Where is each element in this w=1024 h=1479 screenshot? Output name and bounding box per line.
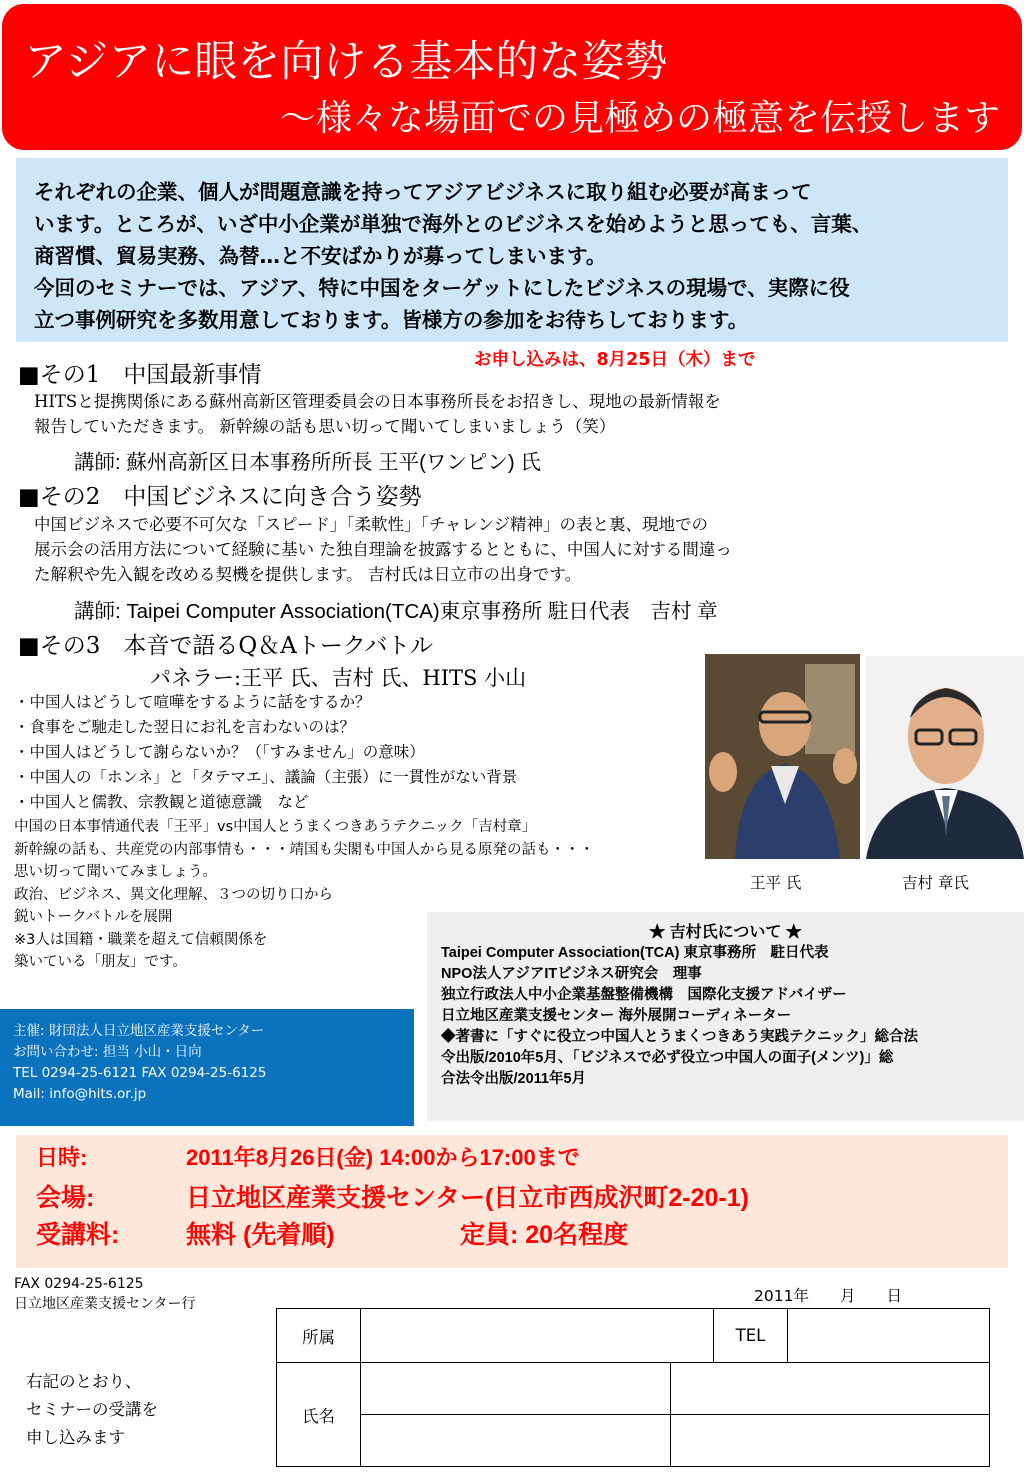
name-field-1b[interactable]	[671, 1363, 990, 1415]
agreement-line: 右記のとおり、	[26, 1372, 142, 1391]
note-line: ※3人は国籍・職業を超えて信頼関係を	[14, 931, 268, 948]
section1-title: ■その1 中国最新事情	[18, 362, 262, 388]
note-line: 新幹線の話も、共産党の内部事情も・・・靖国も尖閣も中国人から見る原発の話も・・・	[14, 841, 594, 858]
intro-line: 商習慣、貿易実務、為替…と不安ばかりが募ってしまいます。	[34, 244, 607, 268]
agreement-line: 申し込みます	[26, 1428, 125, 1447]
affiliation-label: 所属	[277, 1309, 361, 1363]
name-field-1a[interactable]	[361, 1363, 671, 1415]
affiliation-field[interactable]	[361, 1309, 714, 1363]
intro-line: 立つ事例研究を多数用意しております。皆様方の参加をお待ちしております。	[34, 308, 749, 332]
tel-field[interactable]	[788, 1309, 990, 1363]
profile-line: 独立行政法人中小企業基盤整備機構 国際化支援アドバイザー	[441, 987, 847, 1003]
venue-label: 会場:	[36, 1184, 95, 1212]
page-subtitle: ～様々な場面での見極めの極意を伝授します	[279, 98, 1000, 139]
fee-label: 受講料:	[36, 1221, 120, 1249]
section2-line: た解釈や先入観を改める契機を提供します。 吉村氏は日立市の出身です。	[34, 565, 582, 584]
date-value: 2011年8月26日(金) 14:00から17:00まで	[186, 1145, 580, 1170]
fax-recipient: 日立地区産業支援センター行	[14, 1296, 196, 1312]
profile-line: Taipei Computer Association(TCA) 東京事務所 駐日代表	[441, 945, 829, 961]
yoshimura-title: ★ 吉村氏について ★	[649, 924, 802, 941]
name-label: 氏名	[277, 1363, 361, 1467]
form-date: 2011年 月 日	[754, 1287, 902, 1305]
list-item: ・中国人と儒教、宗教観と道徳意識 など	[14, 793, 309, 811]
section3-title: ■その3 本音で語るQ＆Aトークバトル	[18, 633, 433, 659]
note-line: 築いている「朋友」です。	[14, 954, 187, 970]
page-title: アジアに眼を向ける基本的な姿勢	[24, 37, 668, 87]
profile-line: 日立地区産業支援センター 海外展開コーディネーター	[441, 1008, 792, 1024]
name-field-2a[interactable]	[361, 1415, 671, 1467]
profile-line: NPO法人アジアITビジネス研究会 理事	[441, 966, 702, 982]
fee-value: 無料 (先着順)	[186, 1221, 335, 1249]
profile-line: 令出版/2010年5月、「ビジネスで必ず役立つ中国人の面子(メンツ)」総	[441, 1050, 894, 1066]
section1-line: 報告していただきます。 新幹線の話も思い切って聞いてしまいましょう（笑）	[34, 417, 616, 436]
header-banner	[2, 4, 1022, 150]
section1-body	[34, 389, 721, 439]
intro-line: います。ところが、いざ中小企業が単独で海外とのビジネスを始めようと思っても、言葉、	[34, 212, 873, 236]
organizer-box	[0, 1009, 414, 1126]
section1-lecturer: 講師: 蘇州高新区日本事務所所長 王平(ワンピン) 氏	[74, 451, 541, 474]
question-list	[14, 690, 517, 815]
section2-title: ■その2 中国ビジネスに向き合う姿勢	[18, 484, 422, 510]
section2-body	[34, 512, 732, 587]
intro-box	[16, 158, 1008, 342]
intro-line: 今回のセミナーでは、アジア、特に中国をターゲットにしたビジネスの現場で、実際に役	[34, 276, 850, 300]
agreement-text	[26, 1368, 158, 1452]
tel-label: TEL	[714, 1309, 788, 1363]
fax-number: FAX 0294-25-6125	[14, 1276, 144, 1292]
organizer-line: 主催: 財団法人日立地区産業支援センター	[13, 1023, 265, 1039]
intro-line: それぞれの企業、個人が問題意識を持ってアジアビジネスに取り組む必要が高まって	[34, 180, 812, 204]
list-item: ・中国人はどうして喧嘩をするように話をするか？	[14, 693, 371, 711]
note-line: 中国の日本事情通代表「王平」vs中国人とうまくつきあうテクニック「吉村章」	[14, 819, 537, 835]
agreement-line: セミナーの受講を	[26, 1400, 158, 1419]
date-label: 日時:	[36, 1145, 88, 1170]
organizer-line: TEL 0294-25-6121 FAX 0294-25-6125	[13, 1065, 267, 1081]
photo-caption-wang: 王平 氏	[750, 874, 802, 892]
panelists: パネラー:王平 氏、吉村 氏、HITS 小山	[150, 666, 527, 690]
section2-line: 展示会の活用方法について経験に基い た独自理論を披露するとともに、中国人に対する間違っ	[34, 540, 732, 559]
section2-lecturer: 講師: Taipei Computer Association(TCA)東京事務所 駐日代表 吉村 章	[74, 600, 718, 623]
event-info-box	[16, 1135, 1008, 1268]
note-line: 政治、ビジネス、異文化理解、３つの切り口から	[14, 886, 333, 903]
photo-wang-ping	[705, 654, 860, 859]
profile-line: 合法令出版/2011年5月	[441, 1071, 587, 1087]
note-line: 鋭いトークバトルを展開	[14, 909, 173, 925]
capacity: 定員: 20名程度	[460, 1221, 629, 1249]
venue-value: 日立地区産業支援センター(日立市西成沢町2-20-1)	[186, 1184, 749, 1212]
application-form-table	[276, 1308, 990, 1467]
photo-yoshimura	[866, 656, 1024, 859]
fax-header	[14, 1274, 195, 1314]
section2-line: 中国ビジネスで必要不可欠な「スピード」「柔軟性」「チャレンジ精神」の表と裏、現地での	[34, 515, 709, 534]
list-item: ・食事をご馳走した翌日にお礼を言わないのは？	[14, 718, 356, 736]
deadline-notice: お申し込みは、8月25日（木）まで	[474, 350, 756, 370]
name-field-2b[interactable]	[671, 1415, 990, 1467]
profile-line: ◆著書に「すぐに役立つ中国人とうまくつきあう実践テクニック」総合法	[441, 1029, 919, 1045]
list-item: ・中国人の「ホンネ」と「タテマエ」、議論（主張）に一貫性がない背景	[14, 768, 518, 786]
photo-caption-yoshimura: 吉村 章氏	[902, 874, 969, 892]
section1-line: HITSと提携関係にある蘇州高新区管理委員会の日本事務所長をお招きし、現地の最新情報を	[34, 392, 721, 411]
organizer-email[interactable]: Mail: info@hits.or.jp	[13, 1086, 147, 1102]
yoshimura-profile-box	[427, 912, 1024, 1121]
note-line: 思い切って聞いてみましょう。	[14, 864, 217, 880]
list-item: ・中国人はどうして謝らないか？（「すみません」の意味）	[14, 743, 425, 761]
organizer-line: お問い合わせ: 担当 小山・日向	[13, 1044, 202, 1060]
